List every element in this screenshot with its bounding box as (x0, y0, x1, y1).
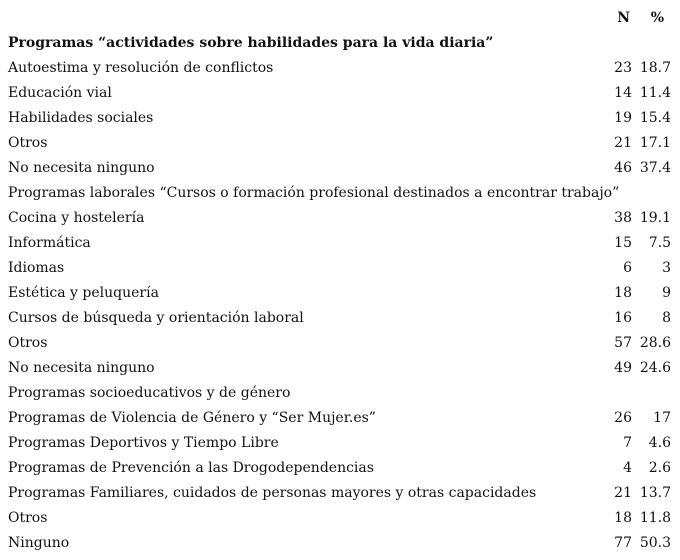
row-n-value: 6 (623, 260, 632, 276)
row-label: Programas laborales “Cursos o formación profesional destinados a encontrar trabajo” (8, 185, 620, 201)
row-label: Idiomas (8, 260, 65, 276)
row-label: Programas “actividades sobre habilidades para la vida diaria” (8, 35, 494, 51)
table-row (0, 481, 680, 506)
row-percent-value: 15.4 (639, 110, 671, 126)
row-label: Programas socioeducativos y de género (8, 385, 291, 401)
row-percent-value: 2.6 (648, 460, 671, 476)
row-label: Programas Deportivos y Tiempo Libre (8, 435, 279, 451)
row-percent-value: 18.7 (639, 60, 671, 76)
row-percent-value: 17.1 (639, 135, 671, 151)
table-body (0, 31, 680, 556)
row-n-value: 14 (614, 85, 632, 101)
row-n-value: 18 (614, 510, 632, 526)
row-n-value: 7 (623, 435, 632, 451)
row-percent-value: 9 (662, 285, 671, 301)
row-percent-value: 24.6 (639, 360, 671, 376)
column-header-percent: % (650, 10, 664, 26)
section-heading-row (0, 181, 680, 206)
row-label: Programas de Prevención a las Drogodependencias (8, 460, 374, 476)
table-row (0, 531, 680, 556)
row-percent-value: 50.3 (639, 535, 671, 551)
table-row (0, 406, 680, 431)
row-label: Programas Familiares, cuidados de personas mayores y otras capacidades (8, 485, 537, 501)
row-label: No necesita ninguno (8, 360, 155, 376)
section-heading-row (0, 381, 680, 406)
row-percent-value: 7.5 (648, 235, 671, 251)
table-row (0, 206, 680, 231)
row-label: Habilidades sociales (8, 110, 154, 126)
row-n-value: 21 (614, 135, 632, 151)
row-percent-value: 8 (662, 310, 671, 326)
table-row (0, 331, 680, 356)
row-n-value: 4 (623, 460, 632, 476)
row-percent-value: 19.1 (639, 210, 671, 226)
column-header-n: N (617, 10, 630, 26)
table-row (0, 506, 680, 531)
row-label: Educación vial (8, 85, 112, 101)
table-header-row (0, 5, 680, 31)
row-n-value: 46 (614, 160, 632, 176)
table-row (0, 256, 680, 281)
table-row (0, 281, 680, 306)
row-label: Informática (8, 235, 91, 251)
row-percent-value: 28.6 (639, 335, 671, 351)
table-row (0, 81, 680, 106)
row-percent-value: 11.8 (639, 510, 671, 526)
row-n-value: 38 (614, 210, 632, 226)
section-heading-row (0, 31, 680, 56)
table-row (0, 231, 680, 256)
row-percent-value: 13.7 (639, 485, 671, 501)
row-n-value: 57 (614, 335, 632, 351)
table-row (0, 356, 680, 381)
row-n-value: 19 (614, 110, 632, 126)
row-percent-value: 17 (653, 410, 671, 426)
row-label: Otros (8, 335, 48, 351)
row-n-value: 15 (614, 235, 632, 251)
row-n-value: 18 (614, 285, 632, 301)
row-label: Estética y peluquería (8, 285, 159, 301)
row-n-value: 23 (614, 60, 632, 76)
row-label: Cursos de búsqueda y orientación laboral (8, 310, 304, 326)
row-n-value: 16 (614, 310, 632, 326)
table-row (0, 56, 680, 81)
row-percent-value: 37.4 (639, 160, 671, 176)
row-label: Otros (8, 135, 48, 151)
table-row (0, 106, 680, 131)
table-row (0, 306, 680, 331)
row-label: Programas de Violencia de Género y “Ser Mujer.es” (8, 410, 376, 426)
programs-table (0, 5, 680, 556)
row-n-value: 49 (614, 360, 632, 376)
row-n-value: 77 (614, 535, 632, 551)
row-label: No necesita ninguno (8, 160, 155, 176)
row-label: Cocina y hostelería (8, 210, 145, 226)
table-row (0, 431, 680, 456)
row-percent-value: 4.6 (648, 435, 671, 451)
row-label: Ninguno (8, 535, 70, 551)
row-percent-value: 3 (662, 260, 671, 276)
table-row (0, 456, 680, 481)
row-percent-value: 11.4 (639, 85, 671, 101)
table-row (0, 156, 680, 181)
row-n-value: 26 (614, 410, 632, 426)
table-row (0, 131, 680, 156)
row-label: Autoestima y resolución de conflictos (8, 60, 274, 76)
row-n-value: 21 (614, 485, 632, 501)
row-label: Otros (8, 510, 48, 526)
